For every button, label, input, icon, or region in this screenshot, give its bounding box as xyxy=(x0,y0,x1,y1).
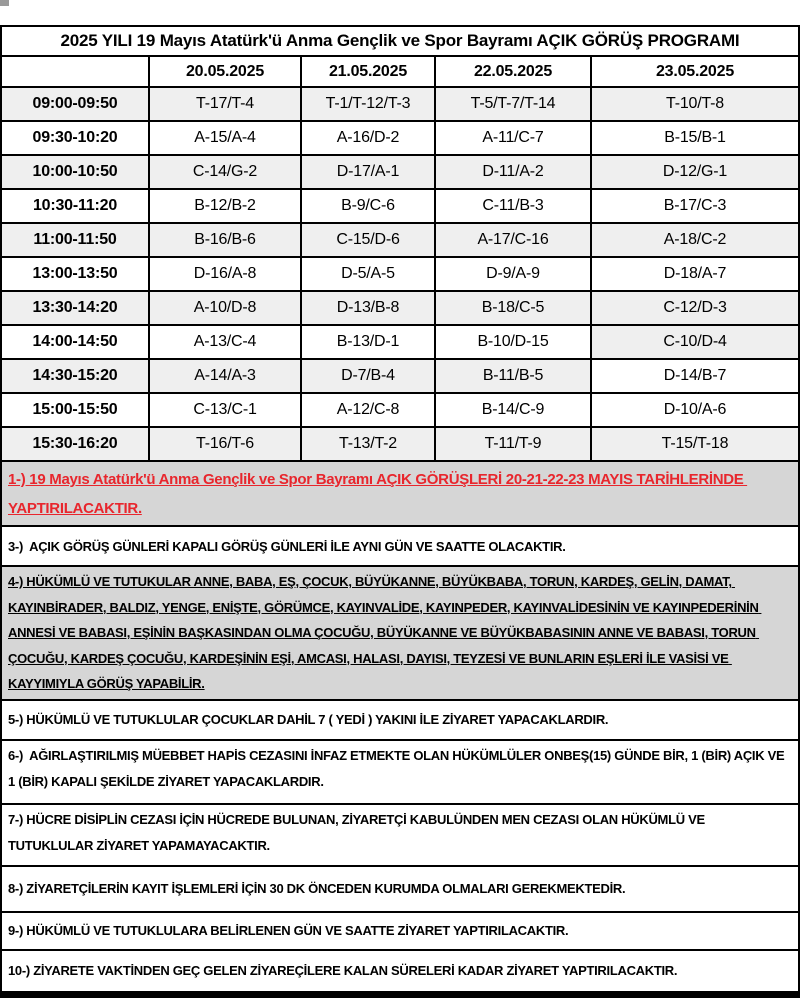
schedule-cell: T-15/T-18 xyxy=(592,428,798,462)
time-slot: 10:30-11:20 xyxy=(2,190,150,224)
schedule-cell: B-10/D-15 xyxy=(436,326,592,360)
corner-artifact xyxy=(0,0,9,6)
schedule-cell: B-12/B-2 xyxy=(150,190,302,224)
time-slot: 14:00-14:50 xyxy=(2,326,150,360)
schedule-cell: D-16/A-8 xyxy=(150,258,302,292)
schedule-cell: D-17/A-1 xyxy=(302,156,436,190)
schedule-cell: T-17/T-4 xyxy=(150,88,302,122)
note-4: 4-) HÜKÜMLÜ VE TUTUKULAR ANNE, BABA, EŞ, ÇOCUK, BÜYÜKANNE, BÜYÜKBABA, TORUN, KARDEŞ, GELİN, DAMAT, KAYINBİRADER, BALDIZ, YENGE, ENİŞTE, GÖRÜMCE, KAYINVALİDE, KAYINPEDER, KAYINVALİDESİNİN VE KAYINPEDERİNİN ANNESİ VE BABASI, EŞİNİN BAŞKASINDAN OLMA ÇOCUĞU, BÜYÜKANNE VE BÜYÜKBABASININ ANNE VE BABASI, TORUN ÇOCUĞU, KARDEŞ ÇOCUĞU, KARDEŞİNİN EŞİ, AMCASI, HALASI, DAYISI, TEYZESİ VE BUNLARIN EŞLERİ İLE VASİSİ VE KAYYIMIYLA GÖRÜŞ YAPABİLİR. xyxy=(2,567,798,701)
date-header: 23.05.2025 xyxy=(592,57,798,88)
schedule-cell: A-12/C-8 xyxy=(302,394,436,428)
visit-program-document xyxy=(0,25,800,993)
schedule-cell: D-14/B-7 xyxy=(592,360,798,394)
schedule-cell: C-10/D-4 xyxy=(592,326,798,360)
schedule-cell: C-15/D-6 xyxy=(302,224,436,258)
note-1: 1-) 19 Mayıs Atatürk'ü Anma Gençlik ve Spor Bayramı AÇIK GÖRÜŞLERİ 20-21-22-23 MAYIS TARİHLERİNDE YAPTIRILACAKTIR. xyxy=(2,462,798,527)
schedule-cell: A-10/D-8 xyxy=(150,292,302,326)
schedule-cell: C-11/B-3 xyxy=(436,190,592,224)
schedule-cell: T-5/T-7/T-14 xyxy=(436,88,592,122)
date-header: 20.05.2025 xyxy=(150,57,302,88)
schedule-cell: B-9/C-6 xyxy=(302,190,436,224)
schedule-cell: B-16/B-6 xyxy=(150,224,302,258)
note-3: 3-) AÇIK GÖRÜŞ GÜNLERİ KAPALI GÖRÜŞ GÜNLERİ İLE AYNI GÜN VE SAATTE OLACAKTIR. xyxy=(2,527,798,567)
schedule-cell: D-18/A-7 xyxy=(592,258,798,292)
schedule-cell: A-18/C-2 xyxy=(592,224,798,258)
note-9: 9-) HÜKÜMLÜ VE TUTUKLULARA BELİRLENEN GÜN VE SAATTE ZİYARET YAPTIRILACAKTIR. xyxy=(2,913,798,951)
schedule-cell: D-10/A-6 xyxy=(592,394,798,428)
time-slot: 14:30-15:20 xyxy=(2,360,150,394)
schedule-cell: A-15/A-4 xyxy=(150,122,302,156)
time-slot: 15:00-15:50 xyxy=(2,394,150,428)
schedule-cell: A-17/C-16 xyxy=(436,224,592,258)
schedule-cell: T-10/T-8 xyxy=(592,88,798,122)
time-slot: 09:00-09:50 xyxy=(2,88,150,122)
note-6: 6-) AĞIRLAŞTIRILMIŞ MÜEBBET HAPİS CEZASINI İNFAZ ETMEKTE OLAN HÜKÜMLÜLER ONBEŞ(15) GÜNDE BİR, 1 (BİR) AÇIK VE 1 (BİR) KAPALI ŞEKİLDE ZİYARET YAPACAKLARDIR. xyxy=(2,741,798,805)
note-8: 8-) ZİYARETÇİLERİN KAYIT İŞLEMLERİ İÇİN 30 DK ÖNCEDEN KURUMDA OLMALARI GEREKMEKTEDİR. xyxy=(2,867,798,913)
top-margin xyxy=(0,0,800,25)
schedule-cell: C-12/D-3 xyxy=(592,292,798,326)
time-slot: 09:30-10:20 xyxy=(2,122,150,156)
date-header: 22.05.2025 xyxy=(436,57,592,88)
header-empty-cell xyxy=(2,57,150,88)
schedule-cell: T-16/T-6 xyxy=(150,428,302,462)
schedule-cell: T-13/T-2 xyxy=(302,428,436,462)
note-10: 10-) ZİYARETE VAKTİNDEN GEÇ GELEN ZİYAREÇİLERE KALAN SÜRELERİ KADAR ZİYARET YAPTIRILACAKTIR. xyxy=(2,951,798,993)
schedule-cell: B-17/C-3 xyxy=(592,190,798,224)
schedule-cell: D-12/G-1 xyxy=(592,156,798,190)
schedule-cell: A-14/A-3 xyxy=(150,360,302,394)
schedule-cell: D-9/A-9 xyxy=(436,258,592,292)
schedule-cell: A-13/C-4 xyxy=(150,326,302,360)
time-slot: 13:30-14:20 xyxy=(2,292,150,326)
schedule-cell: B-13/D-1 xyxy=(302,326,436,360)
schedule-cell: A-16/D-2 xyxy=(302,122,436,156)
rules-section xyxy=(2,462,798,993)
schedule-cell: C-13/C-1 xyxy=(150,394,302,428)
schedule-cell: A-11/C-7 xyxy=(436,122,592,156)
schedule-cell: T-1/T-12/T-3 xyxy=(302,88,436,122)
schedule-cell: B-14/C-9 xyxy=(436,394,592,428)
schedule-cell: D-5/A-5 xyxy=(302,258,436,292)
date-header: 21.05.2025 xyxy=(302,57,436,88)
schedule-table xyxy=(2,57,798,462)
time-slot: 15:30-16:20 xyxy=(2,428,150,462)
schedule-cell: B-18/C-5 xyxy=(436,292,592,326)
schedule-cell: B-11/B-5 xyxy=(436,360,592,394)
bottom-border-bar xyxy=(0,993,800,998)
note-7: 7-) HÜCRE DİSİPLİN CEZASI İÇİN HÜCREDE BULUNAN, ZİYARETÇİ KABULÜNDEN MEN CEZASI OLAN HÜKÜMLÜ VE TUTUKLULAR ZİYARET YAPAMAYACAKTIR. xyxy=(2,805,798,867)
schedule-cell: B-15/B-1 xyxy=(592,122,798,156)
time-slot: 10:00-10:50 xyxy=(2,156,150,190)
schedule-cell: D-7/B-4 xyxy=(302,360,436,394)
note-5: 5-) HÜKÜMLÜ VE TUTUKLULAR ÇOCUKLAR DAHİL 7 ( YEDİ ) YAKINI İLE ZİYARET YAPACAKLARDIR. xyxy=(2,701,798,741)
schedule-cell: D-11/A-2 xyxy=(436,156,592,190)
schedule-cell: C-14/G-2 xyxy=(150,156,302,190)
time-slot: 11:00-11:50 xyxy=(2,224,150,258)
schedule-cell: D-13/B-8 xyxy=(302,292,436,326)
page-title: 2025 YILI 19 Mayıs Atatürk'ü Anma Gençlik ve Spor Bayramı AÇIK GÖRÜŞ PROGRAMI xyxy=(2,27,798,57)
time-slot: 13:00-13:50 xyxy=(2,258,150,292)
schedule-cell: T-11/T-9 xyxy=(436,428,592,462)
